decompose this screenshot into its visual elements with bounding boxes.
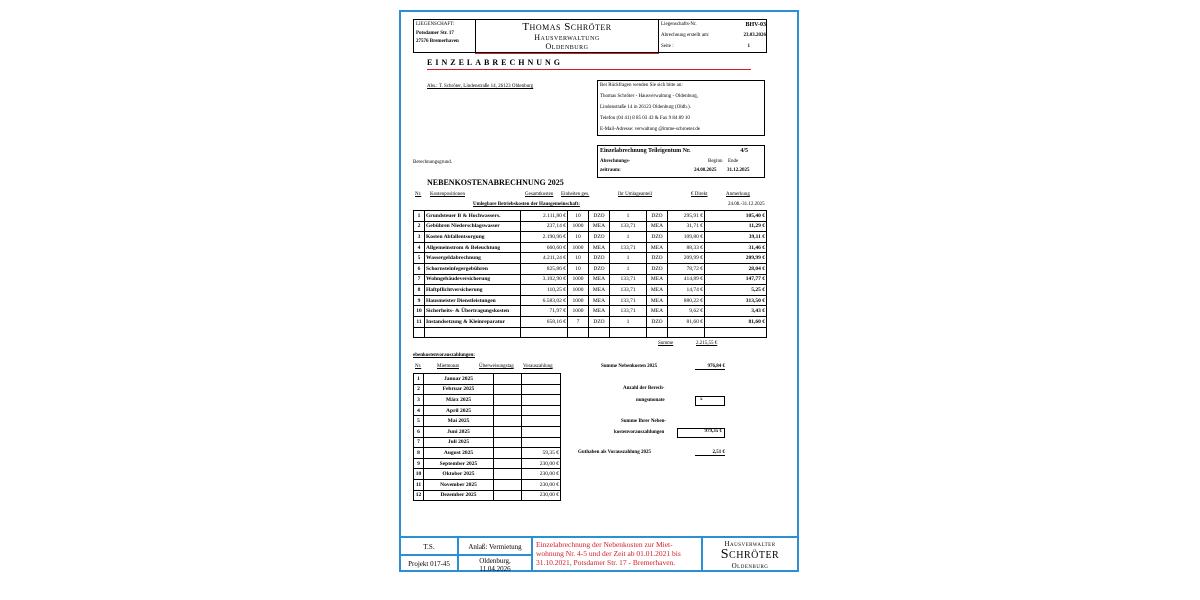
unit-box (597, 145, 765, 178)
prepay-transfer (494, 374, 522, 385)
prepay-nr: 7 (414, 437, 424, 448)
prepay-transfer (494, 416, 522, 427)
begin-label: Beginn (708, 159, 723, 164)
prepay-amount (522, 426, 561, 437)
cost-row (414, 316, 767, 327)
property-label: LIEGENSCHAFT: (416, 22, 455, 27)
cost-units: 1000 (568, 274, 589, 285)
header-red-rule (475, 53, 659, 54)
prepay-nr: 4 (414, 405, 424, 416)
cost-unit-type: DZO (589, 316, 610, 327)
prepay-sum-label-1: Summe Ihrer Neben- (621, 419, 667, 424)
cost-table (413, 210, 767, 338)
prepay-col-amount: Vorauszahlung (523, 364, 553, 369)
prepay-amount (522, 416, 561, 427)
cost-share: 1 (610, 211, 647, 222)
prepay-month: August 2025 (424, 448, 494, 459)
prepay-transfer (494, 458, 522, 469)
prepay-nr: 8 (414, 448, 424, 459)
cost-row (414, 242, 767, 253)
cost-empty-cell (668, 327, 705, 338)
cost-unit-type: DZO (589, 263, 610, 274)
period-label-1: Abrechnungs- (600, 159, 631, 164)
prepay-transfer (494, 405, 522, 416)
cost-units: 7 (568, 316, 589, 327)
cost-nr: 11 (414, 316, 425, 327)
cost-units: 1000 (568, 295, 589, 306)
cost-share-type: MEA (647, 295, 668, 306)
prepay-row (414, 416, 561, 427)
page-value: 1 (747, 44, 750, 49)
prepay-row (414, 469, 561, 480)
cost-nr: 9 (414, 295, 425, 306)
prepay-nr: 1 (414, 374, 424, 385)
prepay-amount (522, 374, 561, 385)
prepay-transfer (494, 448, 522, 459)
prepay-amount (522, 437, 561, 448)
cost-share: 133,71 (610, 295, 647, 306)
cost-row (414, 285, 767, 296)
prepay-sum-value: 979,35 € (677, 428, 725, 438)
prepay-transfer (494, 395, 522, 406)
cost-name: Sicherheits- & Übertragungskosten (425, 306, 521, 317)
section-title: NEBENKOSTENABRECHNUNG 2025 (427, 178, 564, 187)
cost-units: 10 (568, 253, 589, 264)
prepay-month: Februar 2025 (424, 384, 494, 395)
cost-nr: 7 (414, 274, 425, 285)
footer (401, 536, 797, 572)
footer-logo (703, 538, 797, 572)
cost-name: Instandsetzung & Kleinreparatur (425, 316, 521, 327)
sum-value: 2.215,55 € (696, 341, 718, 346)
prepay-transfer (494, 479, 522, 490)
cost-name: Wassergeldabrechnung (425, 253, 521, 264)
prepay-amount: 230,00 € (522, 479, 561, 490)
cost-note: 5,25 € (705, 285, 767, 296)
sum-costs-value: 976,84 € (695, 364, 725, 370)
cost-name: Kosten Abfallentsorgung (425, 232, 521, 243)
cost-units: 1000 (568, 285, 589, 296)
cost-share-type: MEA (647, 221, 668, 232)
cost-total: 71,97 € (521, 306, 568, 317)
cost-units: 1000 (568, 306, 589, 317)
cost-note: 147,77 € (705, 274, 767, 285)
cost-direct: 78,72 € (668, 263, 705, 274)
cost-share-type: MEA (647, 242, 668, 253)
col-nr: Nr. (415, 192, 422, 197)
unit-title: Einzelabrechnung Teileigentum Nr. (600, 148, 691, 154)
prepay-transfer (494, 426, 522, 437)
cost-total: 4.211,24 € (521, 253, 568, 264)
prepay-month: Dezember 2025 (424, 490, 494, 501)
cost-unit-type: MEA (589, 221, 610, 232)
cost-empty-cell (589, 327, 610, 338)
prepay-col-nr: Nr. (415, 364, 422, 369)
cost-nr: 3 (414, 232, 425, 243)
cost-unit-type: MEA (589, 242, 610, 253)
cost-units: 1000 (568, 242, 589, 253)
prepay-row (414, 426, 561, 437)
cost-total: 2.190,96 € (521, 232, 568, 243)
prepay-month: Juli 2025 (424, 437, 494, 448)
date-value: 23.03.2026 (743, 33, 766, 38)
property-city: 27576 Bremerhaven (416, 39, 459, 44)
cost-direct: 88,33 € (668, 242, 705, 253)
property-street: Potsdamer Str. 17 (416, 31, 454, 36)
cost-note: 3,43 € (705, 306, 767, 317)
footer-description: Einzelabrechnung der Nebenkosten zur Miet-wohnung Nr. 4-5 und der Zeit ab 01.01.2021 bis 31.10.2021, Potsdamer Str. 17 - Bremerhaven. (533, 538, 703, 572)
cost-total: 825,86 € (521, 263, 568, 274)
prepay-nr: 12 (414, 490, 424, 501)
cost-total: 110,25 € (521, 285, 568, 296)
prepay-amount: 59,35 € (522, 448, 561, 459)
prepay-nr: 9 (414, 458, 424, 469)
prepay-month: Mai 2025 (424, 416, 494, 427)
cost-share: 1 (610, 263, 647, 274)
company-line2: Hausverwaltung (534, 33, 600, 42)
case-label: Liegenschafts-Nr. (661, 22, 697, 27)
cost-empty-cell (521, 327, 568, 338)
prepay-nr: 3 (414, 395, 424, 406)
period-end: 31.12.2025 (727, 168, 750, 173)
prepay-amount (522, 384, 561, 395)
cost-share-type: DZO (647, 263, 668, 274)
cost-direct: 295,91 € (668, 211, 705, 222)
cost-note: 209,99 € (705, 253, 767, 264)
period-label-2: zeitraum: (600, 168, 621, 173)
prepay-sum-label-2: kostenvorauszahlungen (614, 430, 665, 435)
cost-row (414, 211, 767, 222)
end-label: Ende (728, 159, 739, 164)
prepay-transfer (494, 437, 522, 448)
prepay-amount (522, 395, 561, 406)
prepay-transfer (494, 384, 522, 395)
sum-costs-label: Summe Nebenkosten 2025 (601, 364, 658, 369)
cost-direct: 209,99 € (668, 253, 705, 264)
cost-name: Allgemeinstrom & Beleuchtung (425, 242, 521, 253)
header-box (413, 19, 767, 53)
prepay-month: November 2025 (424, 479, 494, 490)
contact-email: E-Mail-Adresse: verwaltung @imme-schroeter.de (600, 127, 700, 132)
prepay-row (414, 458, 561, 469)
footer-place: Oldenburg, (479, 557, 511, 565)
cost-empty-cell (705, 327, 767, 338)
cost-total: 6.583,02 € (521, 295, 568, 306)
credit-value: 2,51 € (695, 450, 725, 456)
cost-note: 105,40 € (705, 211, 767, 222)
cost-share-type: DZO (647, 232, 668, 243)
cost-empty-cell (414, 327, 425, 338)
cost-unit-type: MEA (589, 285, 610, 296)
logo-line1: Hausverwalter (724, 540, 776, 548)
cost-share: 1 (610, 253, 647, 264)
prepay-nr: 6 (414, 426, 424, 437)
cost-empty-cell (568, 327, 589, 338)
footer-reason-cell (459, 538, 533, 572)
logo-line3: Oldenburg (731, 562, 769, 570)
cost-name: Wohngebäudeversicherung (425, 274, 521, 285)
prepay-month: September 2025 (424, 458, 494, 469)
sub-period: 24.08.-31.12.2025 (728, 202, 765, 207)
cost-units: 10 (568, 263, 589, 274)
months-value: 5 (695, 396, 725, 406)
prepay-amount: 230,00 € (522, 469, 561, 480)
period-begin: 24.08.2025 (694, 168, 717, 173)
cost-row (414, 274, 767, 285)
col-direct: € Direkt (691, 192, 708, 197)
cost-direct: 14,74 € (668, 285, 705, 296)
prepay-nr: 11 (414, 479, 424, 490)
contact-line1: Bei Rückfragen wenden Sie sich bitte an: (600, 83, 683, 88)
prepay-row (414, 448, 561, 459)
cost-row (414, 295, 767, 306)
prepay-row (414, 384, 561, 395)
col-share: Ihr Umlageanteil (618, 192, 653, 197)
document-title: EINZELABRECHNUNG (427, 58, 564, 67)
cost-total: 3.102,90 € (521, 274, 568, 285)
cost-total: 237,14 € (521, 221, 568, 232)
cost-row (414, 306, 767, 317)
date-label: Abrechnung erstellt am: (661, 33, 710, 38)
document-page (399, 10, 799, 572)
footer-initials: T.S. (401, 538, 457, 556)
cost-row-empty (414, 327, 767, 338)
footer-project: Projekt 017-45 (408, 560, 450, 568)
cost-share-type: MEA (647, 274, 668, 285)
prepay-month: Januar 2025 (424, 374, 494, 385)
prepay-table (413, 373, 561, 501)
cost-share: 133,71 (610, 274, 647, 285)
cost-share: 133,71 (610, 242, 647, 253)
cost-note: 81,60 € (705, 316, 767, 327)
col-position: Kostenpositionen (430, 192, 465, 197)
unit-number: 4/5 (740, 148, 748, 154)
cost-direct: 81,60 € (668, 316, 705, 327)
cost-direct: 414,89 € (668, 274, 705, 285)
prepay-month: Juni 2025 (424, 426, 494, 437)
cost-nr: 4 (414, 242, 425, 253)
cost-nr: 8 (414, 285, 425, 296)
cost-note: 313,50 € (705, 295, 767, 306)
cost-units: 1000 (568, 221, 589, 232)
cost-nr: 5 (414, 253, 425, 264)
cost-unit-type: MEA (589, 295, 610, 306)
column-header-row (413, 192, 767, 200)
prepay-row (414, 374, 561, 385)
prepay-nr: 2 (414, 384, 424, 395)
prepay-transfer (494, 469, 522, 480)
footer-reason: Anlaß: Vermietung (459, 538, 531, 556)
title-rule (427, 69, 751, 70)
cost-share-type: MEA (647, 285, 668, 296)
prepay-row (414, 405, 561, 416)
prepay-nr: 10 (414, 469, 424, 480)
company-name: Thomas Schröter (522, 21, 612, 33)
cost-nr: 6 (414, 263, 425, 274)
prepay-amount: 230,00 € (522, 458, 561, 469)
cost-share-type: DZO (647, 253, 668, 264)
cost-note: 39,11 € (705, 232, 767, 243)
months-label-2: nungsmonate (636, 398, 665, 403)
contact-box (597, 80, 765, 136)
col-total: Gesamtkosten (525, 192, 554, 197)
cost-total: 658,16 € (521, 316, 568, 327)
months-label-1: Anzahl der Berech- (623, 386, 665, 391)
company-cell (476, 20, 659, 52)
cost-direct: 31,71 € (668, 221, 705, 232)
footer-initials-cell (401, 538, 459, 572)
cost-direct: 109,80 € (668, 232, 705, 243)
cost-unit-type: MEA (589, 274, 610, 285)
cost-row (414, 221, 767, 232)
contact-line3: Lindenstraße 14 in 26123 Oldenburg (Oldb.). (600, 105, 691, 110)
case-cell (659, 20, 768, 52)
footer-date: 11.04.2026 (479, 565, 511, 573)
col-units: Einheiten ges. (561, 192, 590, 197)
cost-note: 11,29 € (705, 221, 767, 232)
cost-unit-type: DZO (589, 211, 610, 222)
cost-name: Hausmeister Dienstleistungen (425, 295, 521, 306)
cost-row (414, 253, 767, 264)
prepay-col-month: Mietmonat (437, 364, 459, 369)
cost-name: Grundsteuer B & Hochwassers. (425, 211, 521, 222)
cost-direct: 880,22 € (668, 295, 705, 306)
cost-total: 2.111,80 € (521, 211, 568, 222)
prepay-amount (522, 405, 561, 416)
cost-row (414, 263, 767, 274)
cost-name: Haftpflichtversicherung (425, 285, 521, 296)
cost-unit-type: DZO (589, 232, 610, 243)
reason-label: Berechnungsgrund. (413, 160, 453, 165)
prepay-row (414, 395, 561, 406)
prepay-transfer (494, 490, 522, 501)
credit-label: Guthaben als Vorauszahlung 2025 (578, 450, 651, 455)
cost-unit-type: DZO (589, 253, 610, 264)
company-line3: Oldenburg (545, 42, 589, 51)
cost-name: Schornsteinfegergebühren (425, 263, 521, 274)
sub-header: Umlegbare Betriebskosten der Hausgemeinschaft: (473, 202, 580, 207)
cost-share-type: DZO (647, 211, 668, 222)
cost-name: Gebühren Niederschlagswasser (425, 221, 521, 232)
cost-note: 31,46 € (705, 242, 767, 253)
col-note: Anmerkung (726, 192, 750, 197)
cost-share: 133,71 (610, 306, 647, 317)
property-cell (414, 20, 476, 52)
prepay-row (414, 479, 561, 490)
cost-empty-cell (610, 327, 647, 338)
logo-line2: Schröter (720, 547, 780, 562)
sender-line: Abs.: T. Schröter, Lindenstraße 14, 26123 Oldenburg (427, 84, 534, 89)
page-label: Seite : (661, 44, 674, 49)
contact-line2: Thomas Schröter - Hausverwaltung - Oldenburg, (600, 94, 698, 99)
prepay-title: ebenkostenvorauszahlungen: (413, 353, 475, 358)
cost-note: 28,04 € (705, 263, 767, 274)
cost-share: 133,71 (610, 285, 647, 296)
cost-share: 1 (610, 316, 647, 327)
cost-row (414, 232, 767, 243)
cost-share: 1 (610, 232, 647, 243)
cost-share: 133,71 (610, 221, 647, 232)
prepay-col-transfer: Überweisungstag (479, 364, 514, 369)
prepay-nr: 5 (414, 416, 424, 427)
sum-label: Summe (658, 341, 674, 346)
cost-nr: 1 (414, 211, 425, 222)
prepay-amount: 230,00 € (522, 490, 561, 501)
cost-total: 660,60 € (521, 242, 568, 253)
cost-nr: 10 (414, 306, 425, 317)
contact-phone: Telefon (04 41) 8 85 03 43 & Fax 9 84 89 10 (600, 116, 690, 121)
cost-direct: 9,62 € (668, 306, 705, 317)
cost-share-type: MEA (647, 306, 668, 317)
cost-empty-cell (425, 327, 521, 338)
cost-empty-cell (647, 327, 668, 338)
cost-nr: 2 (414, 221, 425, 232)
prepay-month: Oktober 2025 (424, 469, 494, 480)
cost-units: 10 (568, 232, 589, 243)
prepay-row (414, 490, 561, 501)
prepay-row (414, 437, 561, 448)
cost-share-type: DZO (647, 316, 668, 327)
cost-unit-type: MEA (589, 306, 610, 317)
case-value: BHV-03 (745, 22, 766, 28)
prepay-month: März 2025 (424, 395, 494, 406)
prepay-header-row (413, 364, 559, 372)
prepay-month: April 2025 (424, 405, 494, 416)
cost-units: 10 (568, 211, 589, 222)
